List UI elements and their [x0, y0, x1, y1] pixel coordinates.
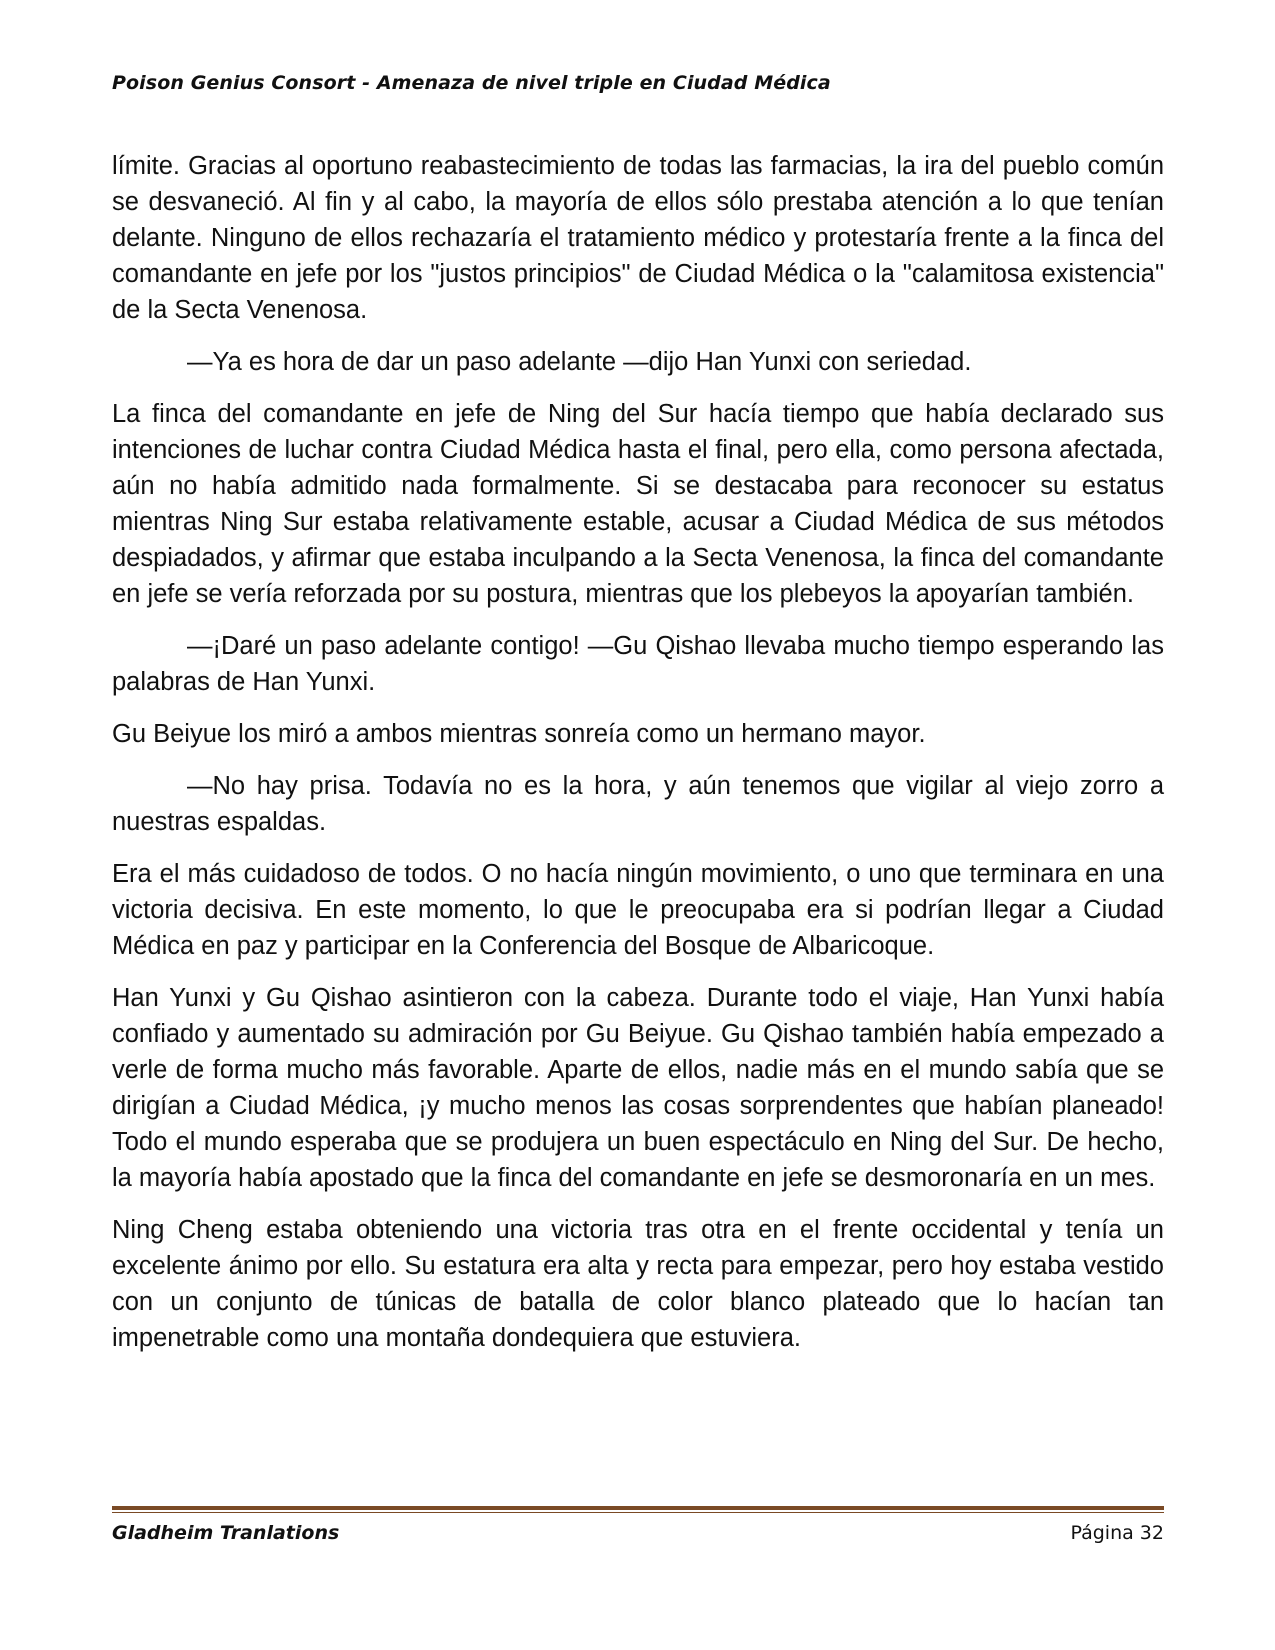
paragraph-6: —No hay prisa. Todavía no es la hora, y aún tenemos que vigilar al viejo zorro a nuestras espaldas. — [112, 772, 1164, 836]
footer-divider — [112, 1506, 1164, 1510]
paragraph-4: —¡Daré un paso adelante contigo! —Gu Qishao llevaba mucho tiempo esperando las palabras de Han Yunxi. — [112, 632, 1164, 696]
body-text — [112, 148, 1164, 1372]
paragraph-1: límite. Gracias al oportuno reabastecimiento de todas las farmacias, la ira del pueblo común se desvaneció. Al fin y al cabo, la mayoría de ellos sólo prestaba atención a lo que tenían delante. Ninguno de ellos rechazaría el tratamiento médico y protestaría frente a la finca del comandante en jefe por los "justos principios" de Ciudad Médica o la "calamitosa existencia" de la Secta Venenosa. — [112, 152, 1164, 324]
paragraph-5: Gu Beiyue los miró a ambos mientras sonreía como un hermano mayor. — [112, 720, 926, 748]
paragraph-2: —Ya es hora de dar un paso adelante —dijo Han Yunxi con seriedad. — [187, 348, 972, 376]
page-header-title: Poison Genius Consort - Amenaza de nivel triple en Ciudad Médica — [112, 72, 831, 94]
paragraph-3: La finca del comandante en jefe de Ning del Sur hacía tiempo que había declarado sus intenciones de luchar contra Ciudad Médica hasta el final, pero ella, como persona afectada, aún no había admitido nada formalmente. Si se destacaba para reconocer su estatus mientras Ning Sur estaba relativamente estable, acusar a Ciudad Médica de sus métodos despiadados, y afirmar que estaba inculpando a la Secta Venenosa, la finca del comandante en jefe se vería reforzada por su postura, mientras que los plebeyos la apoyarían también. — [112, 400, 1164, 608]
paragraph-9: Ning Cheng estaba obteniendo una victoria tras otra en el frente occidental y tenía un excelente ánimo por ello. Su estatura era alta y recta para empezar, pero hoy estaba vestido con un conjunto de túnicas de batalla de color blanco plateado que lo hacían tan impenetrable como una montaña dondequiera que estuviera. — [112, 1216, 1164, 1352]
footer-divider-thin — [112, 1512, 1164, 1513]
page-number: Página 32 — [1070, 1522, 1164, 1544]
paragraph-7: Era el más cuidadoso de todos. O no hacía ningún movimiento, o uno que terminara en una victoria decisiva. En este momento, lo que le preocupaba era si podrían llegar a Ciudad Médica en paz y participar en la Conferencia del Bosque de Albaricoque. — [112, 860, 1164, 960]
paragraph-8: Han Yunxi y Gu Qishao asintieron con la cabeza. Durante todo el viaje, Han Yunxi había confiado y aumentado su admiración por Gu Beiyue. Gu Qishao también había empezado a verle de forma mucho más favorable. Aparte de ellos, nadie más en el mundo sabía que se dirigían a Ciudad Médica, ¡y mucho menos las cosas sorprendentes que habían planeado! Todo el mundo esperaba que se produjera un buen espectáculo en Ning del Sur. De hecho, la mayoría había apostado que la finca del comandante en jefe se desmoronaría en un mes. — [112, 984, 1164, 1192]
footer-credit: Gladheim Tranlations — [112, 1522, 340, 1544]
